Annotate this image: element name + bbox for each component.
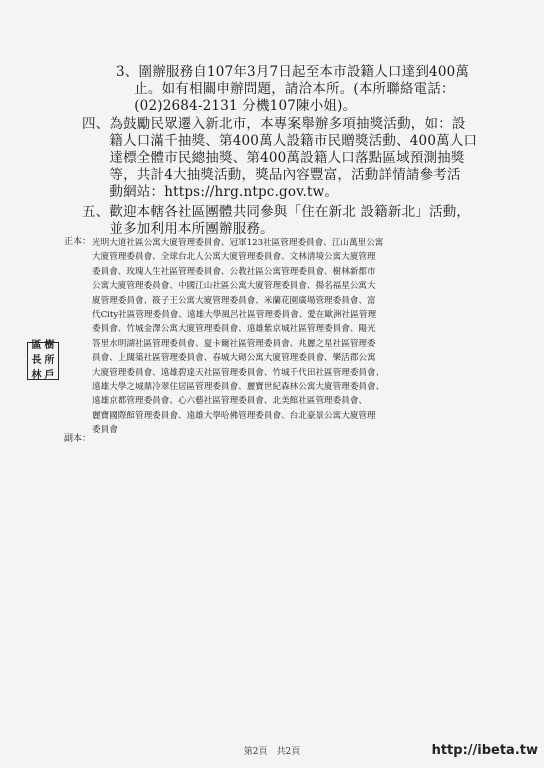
seal-glyph: 樹	[44, 340, 55, 351]
seal-glyph: 區	[31, 340, 42, 351]
paragraph-four	[82, 116, 477, 201]
recipient-line: 遠雄京都管理委員會、心六藝社區管理委員會、北美館社區管理委員會、	[92, 396, 368, 407]
paragraph-line: (02)2684-2131 分機107陳小姐)。	[116, 98, 357, 114]
paragraph-line: 等，共計4大抽獎活動，獎品內容豐富，活動詳情請參考活	[82, 167, 461, 183]
recipient-line: 廈管理委員會、筱子王公寓大廈管理委員會、米蘭花園廣場管理委員會、富	[92, 295, 376, 306]
recipient-line: 麗寶國際館管理委員會、遠雄大學哈佛管理委員會、台北豪景公寓大廈管理	[92, 410, 376, 421]
main-recipients-list	[92, 236, 384, 438]
paragraph-line: 並多加利用本所團辦服務。	[82, 221, 274, 237]
recipient-line: 公寓大廈管理委員會、中國江山社區公寓大廈管理委員會、揚名福星公寓大	[92, 281, 376, 292]
official-seal	[27, 342, 59, 380]
seal-glyph: 長	[31, 355, 42, 366]
paragraph-line: 四、為鼓勵民眾遷入新北市，本專案舉辦多項抽獎活動，如：設	[82, 116, 466, 132]
paragraph-line: 止。如有相關申辦問題，請洽本所。(本所聯絡電話：	[116, 81, 455, 97]
recipient-line: 代City社區管理委員會、遠雄大學風呂社區管理委員會、愛在歐洲社區管理	[92, 310, 377, 321]
recipient-line: 委員會	[92, 425, 118, 436]
seal-glyph: 林	[31, 370, 42, 381]
main-recipients-label: 正本：	[64, 237, 92, 247]
recipient-line: 員會、上闊築社區管理委員會、春城大砌公寓大廈管理委員會、樂活郡公寓	[92, 353, 376, 364]
recipient-line: 遠雄大學之城鼎冷翠住居區管理委員會、麗寶世紀森林公寓大廈管理委員會、	[92, 382, 385, 393]
paragraph-line: 3、圍辦服務自107年3月7日起至本市設籍人口達到400萬	[116, 64, 470, 80]
seal-glyph: 所	[44, 355, 55, 366]
seal-glyph: 戶	[44, 370, 55, 381]
paragraph-line: 動網站：https://hrg.ntpc.gov.tw。	[82, 184, 339, 200]
paragraph-five	[82, 204, 470, 238]
recipient-line: 大廈管理委員會、遠雄碧達天社區管理委員會、竹城千代田社區管理委員會、	[92, 367, 385, 378]
watermark: http://ibeta.tw	[431, 743, 538, 758]
paragraph-line: 五、歡迎本轄各社區團體共同參與「住在新北 設籍新北」活動，	[82, 204, 471, 220]
recipient-line: 委員會、竹城金澤公寓大廈管理委員會、遠雄紫京城社區管理委員會、陽光	[92, 324, 376, 335]
copy-recipients-label: 副本：	[64, 434, 92, 444]
paragraph-line: 達標全體市民總抽獎、第400萬設籍人口落點區域預測抽獎	[82, 150, 465, 166]
recipient-line: 答里水明湖社區管理委員會、夏卡爾社區管理委員會、兆麗之星社區管理委	[92, 338, 376, 349]
recipient-line: 光明大道社區公寓大廈管理委員會、冠軍123社區管理委員會、江山萬里公寓	[92, 238, 384, 248]
page-number: 第2頁 共2頁	[243, 747, 301, 757]
paragraph-line: 籍人口滿千抽獎、第400萬人設籍市民贈獎活動、400萬人口	[82, 133, 478, 149]
paragraph-3	[116, 64, 469, 115]
recipient-line: 大廈管理委員會、全球台北人公寓大廈管理委員會、文林清境公寓大廈管理	[92, 252, 376, 263]
recipient-line: 委員會、玫瑰人生社區管理委員會、公教社區公寓管理委員會、樹林新都市	[92, 266, 376, 277]
